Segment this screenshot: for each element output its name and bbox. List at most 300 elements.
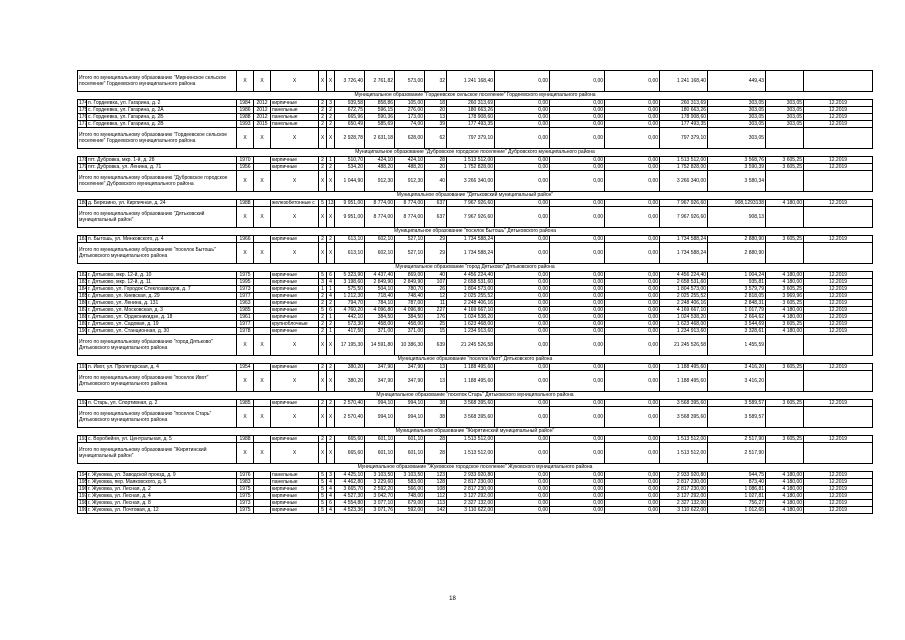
total-cell: 347,90: [365, 371, 395, 392]
total-row: [78, 207, 873, 228]
table-row: [78, 236, 873, 243]
total-cell: X: [319, 243, 327, 264]
table-cell: 0,00: [550, 164, 605, 171]
address-cell: г. Жуковка, ул. Заводской проезд, д. 9: [87, 472, 237, 479]
total-cell: X: [254, 243, 271, 264]
table-cell: 1995: [237, 279, 254, 286]
table-cell: 2 880,90: [708, 236, 766, 243]
table-cell: кирпичные: [271, 507, 319, 514]
table-cell: 4 180,00: [766, 486, 804, 493]
table-cell: 0,00: [605, 400, 660, 407]
table-cell: 2 933 920,80: [660, 472, 708, 479]
table-cell: 2: [319, 300, 327, 307]
table-cell: 2: [319, 164, 327, 171]
table-cell: 181: [79, 235, 88, 242]
table-cell: 303,05: [766, 114, 804, 121]
table-cell: 1 004,24: [708, 272, 766, 279]
table-cell: 1954: [237, 364, 254, 371]
table-cell: 718,40: [365, 293, 395, 300]
total-row: [78, 443, 873, 464]
address-cell: п. Ивот, ул. Пролетарская, д. 4: [87, 364, 237, 371]
section-title: Муниципальное образование "Жуковское городское поселение" Жуковского муниципального района: [78, 464, 873, 472]
table-cell: 3 605,25: [766, 300, 804, 307]
table-cell: 176: [425, 314, 447, 321]
table-cell: 0,00: [605, 507, 660, 514]
table-cell: 1 513 512,00: [447, 157, 495, 164]
total-cell: 527,10: [395, 243, 425, 264]
total-cell: 1 734 588,24: [660, 243, 708, 264]
table-cell: панельные: [271, 107, 319, 114]
table-cell: 12.2019: [804, 121, 873, 128]
total-cell: X: [319, 407, 327, 428]
table-cell: 0,00: [550, 314, 605, 321]
table-cell: 5: [319, 472, 327, 479]
table-cell: 187: [79, 306, 88, 313]
total-row: [78, 371, 873, 392]
table-cell: 175: [79, 106, 88, 113]
table-cell: 0,00: [605, 486, 660, 493]
table-cell: 596,15: [365, 107, 395, 114]
table-cell: 3 103,50: [395, 472, 425, 479]
table-cell: 12.2019: [804, 164, 873, 171]
total-cell: 0,00: [605, 243, 660, 264]
total-cell: 303,05: [708, 128, 766, 149]
table-cell: 5: [319, 486, 327, 493]
table-cell: 4 456 224,40: [660, 272, 708, 279]
total-cell: 0,00: [495, 443, 550, 464]
address-cell: г. Жуковка, ул. Лесная, д. 2: [87, 486, 237, 493]
table-cell: 794,70: [335, 300, 365, 307]
total-cell: [766, 407, 804, 428]
table-cell: 2 849,90: [395, 279, 425, 286]
table-cell: 908,1293138: [708, 200, 766, 207]
total-cell: X: [254, 407, 271, 428]
total-cell: 912,30: [395, 171, 425, 192]
table-cell: 0,00: [550, 307, 605, 314]
table-cell: 0,00: [550, 121, 605, 128]
total-row: [78, 128, 873, 149]
table-cell: 303,05: [708, 121, 766, 128]
table-row: [78, 493, 873, 500]
total-cell: 0,00: [605, 443, 660, 464]
table-cell: 2 664,62: [708, 314, 766, 321]
table-cell: 1975: [237, 493, 254, 500]
table-cell: 3 605,25: [766, 364, 804, 371]
table-cell: 5: [319, 507, 327, 514]
total-cell: [766, 443, 804, 464]
table-cell: 4 180,00: [766, 493, 804, 500]
table-cell: 1986: [237, 107, 254, 114]
table-cell: 12.2019: [804, 100, 873, 107]
table-cell: 107: [425, 279, 447, 286]
table-cell: 1: [319, 286, 327, 293]
table-cell: 1975: [237, 507, 254, 514]
total-cell: X: [271, 407, 319, 428]
table-cell: 458,00: [365, 321, 395, 328]
total-cell: 601,10: [365, 443, 395, 464]
total-cell: [766, 335, 804, 356]
table-cell: [254, 236, 271, 243]
table-cell: 1956: [237, 164, 254, 171]
table-cell: 108: [425, 486, 447, 493]
table-cell: кирпичные: [271, 300, 319, 307]
table-cell: 4 180,00: [766, 479, 804, 486]
table-cell: 4 180,00: [766, 328, 804, 335]
total-cell: 0,00: [495, 335, 550, 356]
table-cell: 4 180,00: [766, 307, 804, 314]
table-cell: 1 804 573,00: [660, 286, 708, 293]
total-cell: 797 379,10: [660, 128, 708, 149]
total-cell: 29: [425, 243, 447, 264]
total-cell: X: [327, 171, 335, 192]
table-cell: 1 234 913,60: [660, 328, 708, 335]
total-cell: 8 774,00: [395, 207, 425, 228]
table-cell: 13: [425, 364, 447, 371]
total-cell: [804, 407, 873, 428]
total-cell: X: [237, 207, 254, 228]
table-cell: 303,05: [708, 114, 766, 121]
table-cell: 2: [319, 100, 327, 107]
table-cell: 12.2019: [804, 493, 873, 500]
table-cell: 2 848,31: [708, 300, 766, 307]
address-cell: г. Дятьково, ул. Городок Стеклозаводов, д. 7: [87, 286, 237, 293]
table-cell: 4 180,00: [766, 500, 804, 507]
table-cell: 0,00: [495, 314, 550, 321]
table-cell: 0,00: [550, 479, 605, 486]
table-cell: 113: [425, 500, 447, 507]
table-cell: 1976: [237, 472, 254, 479]
table-cell: 2: [319, 314, 327, 321]
section-header: [78, 192, 873, 200]
section-header: [78, 264, 873, 272]
total-row: [78, 407, 873, 428]
table-cell: 1 752 828,00: [660, 164, 708, 171]
table-cell: 1975: [237, 486, 254, 493]
table-cell: 0,00: [495, 100, 550, 107]
table-cell: 192: [79, 399, 88, 406]
total-cell: 0,00: [550, 335, 605, 356]
table-cell: 0,00: [605, 114, 660, 121]
table-cell: 1973: [237, 286, 254, 293]
table-row: [78, 472, 873, 479]
table-cell: 504,10: [365, 286, 395, 293]
total-label: Итого по муниципальному образованию "Дятьковский муниципальный район": [78, 207, 237, 228]
table-cell: 1: [327, 314, 335, 321]
table-cell: 20: [425, 164, 447, 171]
table-cell: 180 663,26: [660, 107, 708, 114]
table-cell: 4 462,80: [335, 479, 365, 486]
total-cell: 3 589,57: [708, 407, 766, 428]
table-cell: 380,20: [335, 364, 365, 371]
total-cell: X: [237, 71, 254, 92]
total-cell: 62: [425, 128, 447, 149]
total-cell: [766, 371, 804, 392]
total-cell: 380,20: [335, 371, 365, 392]
table-cell: 2: [327, 321, 335, 328]
total-cell: 0,00: [550, 243, 605, 264]
table-cell: 672,75: [335, 107, 365, 114]
total-cell: X: [271, 128, 319, 149]
table-cell: 665,60: [335, 436, 365, 443]
table-cell: кирпичные: [271, 157, 319, 164]
table-cell: 0,00: [495, 364, 550, 371]
table-cell: железобетонные с: [271, 200, 319, 207]
table-cell: 1 027,81: [708, 493, 766, 500]
table-cell: 1985: [237, 307, 254, 314]
table-cell: 0,00: [605, 293, 660, 300]
table-cell: 2 248 406,16: [447, 300, 495, 307]
table-row: [78, 364, 873, 371]
section-header: [78, 228, 873, 236]
total-cell: 2 631,18: [365, 128, 395, 149]
table-cell: 12.2019: [804, 436, 873, 443]
table-cell: 1 188 495,60: [660, 364, 708, 371]
table-cell: 2: [327, 300, 335, 307]
table-cell: 105,00: [395, 100, 425, 107]
table-cell: 193: [79, 435, 88, 442]
table-cell: 12.2019: [804, 314, 873, 321]
table-cell: 174: [79, 99, 88, 106]
table-cell: 665,96: [335, 114, 365, 121]
total-cell: 38: [425, 407, 447, 428]
total-cell: 2 928,78: [335, 128, 365, 149]
total-cell: 0,00: [550, 207, 605, 228]
table-cell: 0,00: [550, 364, 605, 371]
total-cell: 3 266 340,00: [660, 171, 708, 192]
total-cell: X: [254, 371, 271, 392]
total-cell: 0,00: [605, 207, 660, 228]
table-cell: 12.2019: [804, 321, 873, 328]
table-cell: 1988: [237, 200, 254, 207]
table-cell: 4 554,80: [335, 500, 365, 507]
table-cell: 0,00: [605, 321, 660, 328]
table-cell: 527,10: [395, 236, 425, 243]
total-cell: X: [237, 407, 254, 428]
total-cell: 0,00: [495, 243, 550, 264]
total-cell: 0,00: [550, 407, 605, 428]
table-cell: [254, 157, 271, 164]
table-cell: 2: [319, 364, 327, 371]
total-cell: 601,10: [395, 443, 425, 464]
total-cell: 613,10: [335, 243, 365, 264]
table-row: [78, 314, 873, 321]
total-cell: [766, 207, 804, 228]
total-cell: 7 967 926,60: [660, 207, 708, 228]
table-cell: панельные: [271, 479, 319, 486]
total-cell: 0,00: [605, 371, 660, 392]
table-cell: кирпичные: [271, 100, 319, 107]
table-row: [78, 272, 873, 279]
total-cell: 0,00: [495, 371, 550, 392]
table-cell: 184: [79, 285, 88, 292]
section-header: [78, 149, 873, 157]
total-cell: X: [237, 335, 254, 356]
table-cell: 601,10: [395, 436, 425, 443]
table-cell: 2: [327, 107, 335, 114]
table-cell: 0,00: [550, 279, 605, 286]
table-cell: 0,00: [495, 293, 550, 300]
table-cell: 575,50: [335, 286, 365, 293]
table-cell: 18: [425, 100, 447, 107]
table-cell: 0,00: [550, 300, 605, 307]
table-cell: кирпичные: [271, 236, 319, 243]
table-row: [78, 286, 873, 293]
table-cell: 0,00: [495, 200, 550, 207]
section-title: Муниципальное образование "Дубровское городское поселение" Дубровского муниципального района: [78, 149, 873, 157]
total-cell: X: [254, 71, 271, 92]
table-cell: 3 568 395,60: [660, 400, 708, 407]
table-cell: 26: [425, 286, 447, 293]
table-cell: 0,00: [550, 114, 605, 121]
table-cell: 371,00: [395, 328, 425, 335]
total-cell: 0,00: [605, 171, 660, 192]
total-cell: X: [319, 171, 327, 192]
table-cell: 190: [79, 327, 88, 334]
total-cell: X: [319, 128, 327, 149]
total-cell: 2 517,90: [708, 443, 766, 464]
table-cell: 4 096,80: [395, 307, 425, 314]
address-cell: г. Жуковка, ул. Почтовая, д. 12: [87, 507, 237, 514]
total-cell: X: [327, 128, 335, 149]
table-cell: [254, 307, 271, 314]
table-cell: 0,00: [605, 164, 660, 171]
table-cell: 2 933 920,80: [447, 472, 495, 479]
total-cell: 637: [425, 207, 447, 228]
address-cell: пгт. Дубровка, мкр. 1-й, д. 28: [87, 157, 237, 164]
table-cell: 944,75: [708, 472, 766, 479]
table-cell: 0,00: [550, 293, 605, 300]
table-cell: 6: [327, 500, 335, 507]
table-row: [78, 400, 873, 407]
table-cell: 0,00: [550, 100, 605, 107]
table-cell: 0,00: [550, 436, 605, 443]
table-cell: 3 605,25: [766, 157, 804, 164]
table-cell: 177 493,35: [447, 121, 495, 128]
table-cell: 5 323,90: [335, 272, 365, 279]
table-cell: [254, 472, 271, 479]
table-cell: 1966: [237, 236, 254, 243]
total-label: Итого по муниципальному образованию "город Дятьково" Дятьковского муниципального района: [78, 335, 237, 356]
table-cell: 2 025 255,52: [447, 293, 495, 300]
table-cell: 0,00: [605, 107, 660, 114]
table-cell: кирпичные: [271, 164, 319, 171]
table-cell: 5: [319, 500, 327, 507]
total-cell: X: [254, 171, 271, 192]
table-cell: 0,00: [550, 107, 605, 114]
total-cell: 3 568 395,60: [660, 407, 708, 428]
total-label: Итого по муниципальному образованию "Мирнинское сельское поселение" Гордеевского муниципального района: [78, 71, 237, 92]
total-cell: 8 774,00: [365, 207, 395, 228]
table-row: [78, 100, 873, 107]
total-cell: 3 580,34: [708, 171, 766, 192]
table-cell: 417,50: [335, 328, 365, 335]
table-cell: [254, 400, 271, 407]
table-cell: 188: [79, 313, 88, 320]
total-cell: 602,10: [365, 243, 395, 264]
table-cell: 3 198,60: [335, 279, 365, 286]
table-cell: 180: [79, 199, 88, 206]
table-cell: панельные: [271, 114, 319, 121]
table-cell: 2 658 531,60: [660, 279, 708, 286]
table-cell: 0,00: [605, 307, 660, 314]
table-cell: 0,00: [550, 272, 605, 279]
table-row: [78, 107, 873, 114]
total-label: Итого по муниципальному образованию "Дубровское городское поселение" Дубровского муниципального района: [78, 171, 237, 192]
table-cell: 3 605,25: [766, 321, 804, 328]
table-cell: 1961: [237, 314, 254, 321]
total-cell: X: [327, 335, 335, 356]
table-cell: 601,10: [365, 436, 395, 443]
table-cell: 2: [319, 328, 327, 335]
total-cell: X: [254, 207, 271, 228]
address-cell: п. Бытошь, ул. Минковского, д. 4: [87, 236, 237, 243]
total-cell: [804, 207, 873, 228]
table-cell: 0,00: [495, 236, 550, 243]
total-label: Итого по муниципальному образованию "поселок Ивот" Дятьковского муниципального района: [78, 371, 237, 392]
table-cell: 0,00: [495, 121, 550, 128]
table-cell: 510,70: [335, 157, 365, 164]
table-cell: 1983: [237, 479, 254, 486]
table-cell: 939,58: [335, 100, 365, 107]
table-cell: 12.2019: [804, 200, 873, 207]
table-cell: 4 180,00: [766, 200, 804, 207]
table-cell: 748,40: [395, 293, 425, 300]
table-cell: 3 229,60: [365, 479, 395, 486]
total-cell: 2 761,82: [365, 71, 395, 92]
total-cell: 9 951,00: [335, 207, 365, 228]
table-cell: 0,00: [605, 472, 660, 479]
table-row: [78, 486, 873, 493]
total-label: Итого по муниципальному образованию "Жирятинский муниципальный район": [78, 443, 237, 464]
table-cell: 458,00: [395, 321, 425, 328]
table-cell: 0,00: [605, 279, 660, 286]
table-cell: 3 544,69: [708, 321, 766, 328]
table-cell: 12.2019: [804, 472, 873, 479]
total-cell: 10 386,30: [395, 335, 425, 356]
section-header: [78, 92, 873, 100]
total-label: Итого по муниципальному образованию "Гордеевское сельское поселение" Гордеевского муниципального района: [78, 128, 237, 149]
table-cell: 38: [425, 400, 447, 407]
total-cell: 0,00: [605, 407, 660, 428]
table-cell: 0,00: [495, 507, 550, 514]
table-cell: панельные: [271, 121, 319, 128]
table-cell: 5: [319, 200, 327, 207]
table-cell: 0,00: [495, 286, 550, 293]
table-cell: 3 969,96: [766, 293, 804, 300]
table-cell: 0,00: [550, 472, 605, 479]
table-cell: 2 658 531,60: [447, 279, 495, 286]
table-cell: 2: [319, 121, 327, 128]
table-cell: 1 086,81: [708, 486, 766, 493]
table-cell: 1975: [237, 272, 254, 279]
table-cell: 384,50: [365, 314, 395, 321]
total-cell: 3 266 340,00: [447, 171, 495, 192]
table-cell: 1984: [237, 100, 254, 107]
table-cell: 3 071,76: [365, 507, 395, 514]
total-cell: 1 188 495,60: [660, 371, 708, 392]
table-cell: 4: [327, 493, 335, 500]
table-cell: 347,90: [365, 364, 395, 371]
table-cell: 2: [327, 114, 335, 121]
table-cell: [254, 436, 271, 443]
table-cell: 784,10: [365, 300, 395, 307]
table-cell: 2 817 230,00: [660, 486, 708, 493]
table-cell: 1977: [237, 321, 254, 328]
table-cell: 637: [425, 200, 447, 207]
table-cell: 0,00: [550, 486, 605, 493]
table-cell: 2 818,05: [708, 293, 766, 300]
table-cell: 303,05: [708, 107, 766, 114]
